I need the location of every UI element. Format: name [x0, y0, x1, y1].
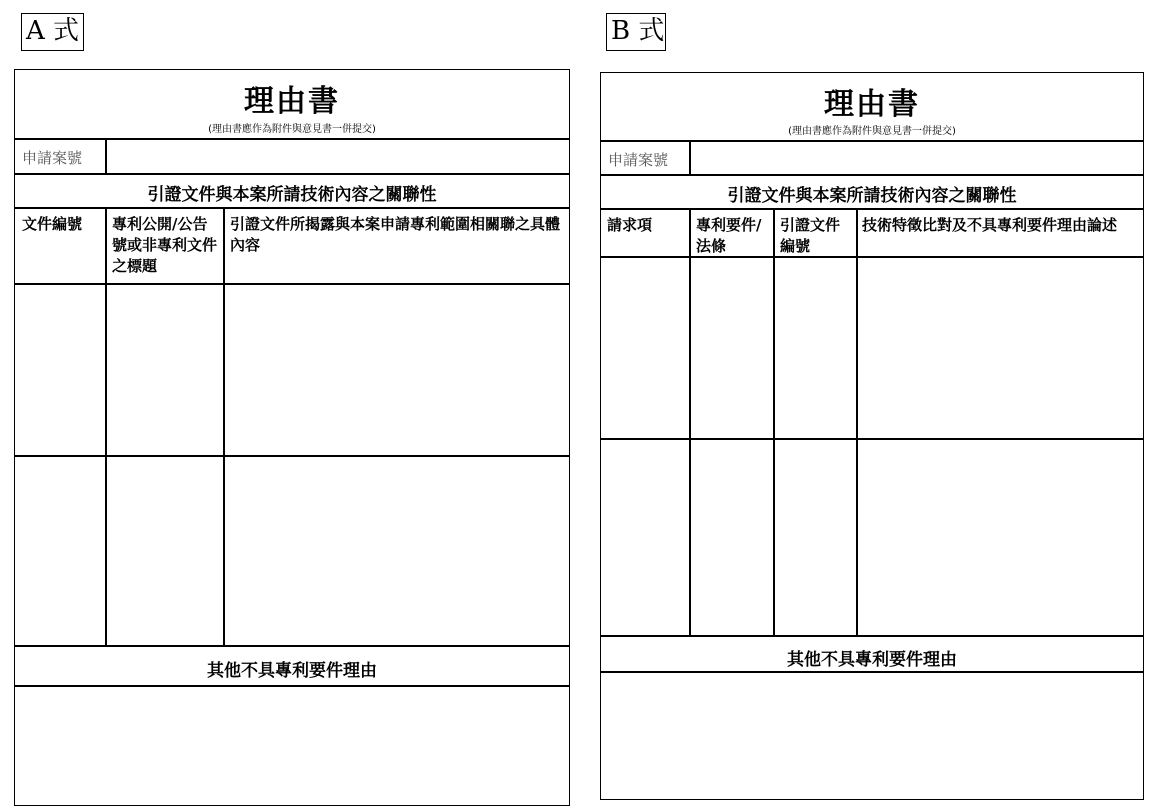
table-cell[interactable] [16, 457, 105, 644]
other-reasons-field[interactable] [16, 687, 568, 803]
table-cell[interactable] [775, 258, 856, 437]
divider [14, 173, 570, 175]
column-header-cited-document-number: 引證文件編號 [780, 216, 841, 255]
table-cell[interactable] [602, 258, 689, 437]
table-cell[interactable] [225, 457, 568, 644]
column-header-patent-title: 專利公開/公告號或非專利文件之標題 [112, 215, 218, 275]
other-reasons-field[interactable] [602, 673, 1142, 798]
table-cell[interactable] [691, 258, 773, 437]
table-cell[interactable] [225, 285, 568, 454]
form-a-title: 理由書 [244, 84, 340, 119]
column-header-document-number: 文件編號 [22, 215, 83, 233]
divider [600, 635, 1144, 637]
column-header-patent-requirement: 專利要件/法條 [696, 216, 762, 255]
table-cell[interactable] [107, 285, 223, 454]
table-cell[interactable] [691, 440, 773, 634]
application-number-label: 申請案號 [608, 151, 669, 169]
table-cell[interactable] [858, 440, 1142, 634]
relevance-section-heading: 引證文件與本案所請技術內容之關聯性 [147, 185, 437, 205]
application-number-field[interactable] [107, 140, 568, 172]
application-number-field[interactable] [691, 142, 1142, 173]
form-a-subtitle: (理由書應作為附件與意見書一併提交) [208, 124, 376, 135]
application-number-label: 申請案號 [22, 149, 83, 167]
relevance-section-heading: 引證文件與本案所請技術內容之關聯性 [727, 186, 1017, 206]
divider [600, 174, 1144, 176]
divider [14, 645, 570, 647]
table-cell[interactable] [858, 258, 1142, 437]
other-reasons-heading: 其他不具專利要件理由 [207, 661, 377, 681]
column-header-claim: 請求項 [607, 216, 653, 234]
table-cell[interactable] [602, 440, 689, 634]
divider [14, 207, 570, 209]
divider [600, 208, 1144, 210]
column-header-technical-comparison: 技術特徵比對及不具專利要件理由論述 [862, 216, 1118, 234]
table-cell[interactable] [775, 440, 856, 634]
column-header-disclosed-content: 引證文件所揭露與本案申請專利範圍相關聯之具體內容 [230, 215, 561, 254]
table-cell[interactable] [107, 457, 223, 644]
form-b-label: B 式 [606, 13, 666, 51]
other-reasons-heading: 其他不具專利要件理由 [787, 650, 957, 670]
form-b-subtitle: (理由書應作為附件與意見書一併提交) [788, 126, 956, 137]
form-b-title: 理由書 [824, 87, 920, 122]
table-cell[interactable] [16, 285, 105, 454]
form-a-label: A 式 [21, 13, 84, 51]
